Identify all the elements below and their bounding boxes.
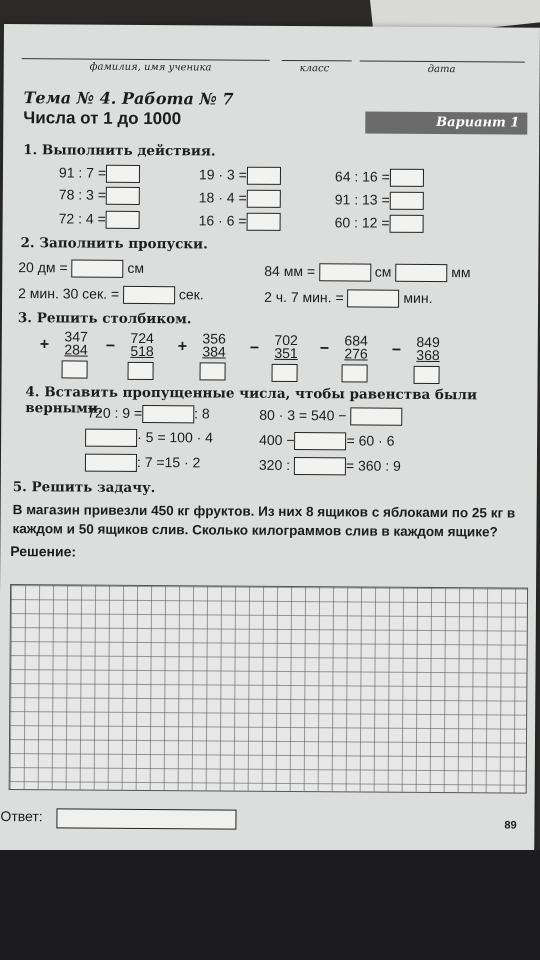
answer-box[interactable] — [246, 213, 280, 231]
second-operand: 276 — [344, 345, 368, 362]
operator-sign: + — [177, 338, 188, 356]
task2-item: 84 мм = см мм — [264, 263, 470, 283]
column-problem — [392, 335, 440, 361]
operator-sign: − — [105, 337, 116, 355]
operator-sign: − — [391, 341, 402, 359]
task1-item: 60 : 12 = — [335, 214, 424, 233]
column-problem — [106, 331, 154, 357]
column-problem — [250, 333, 298, 359]
variant-badge: Вариант 1 — [365, 112, 527, 135]
second-operand: 284 — [64, 341, 88, 358]
task1-heading: 1. Выполнить действия. — [23, 142, 216, 160]
task5-heading: 5. Решить задачу. — [12, 479, 156, 497]
first-operand: 347 — [64, 328, 88, 345]
student-name-label: фамилия, имя ученика — [89, 61, 212, 74]
problem-line: В магазин привезли 450 кг фруктов. Из них 8 ящиков с яблоками по 25 кг в — [12, 502, 516, 521]
solution-label: Решение: — [10, 543, 77, 560]
task4-item: 400 − = 60 · 6 — [259, 431, 395, 449]
answer-box[interactable] — [62, 360, 88, 378]
page-subtitle: Числа от 1 до 1000 — [23, 108, 182, 129]
answer-box[interactable] — [294, 457, 346, 475]
task1-item: 19 · 3 = — [199, 166, 281, 185]
desk-surface — [0, 850, 540, 960]
answer-box[interactable] — [350, 408, 402, 426]
date-label: дата — [427, 63, 456, 76]
answer-box[interactable] — [389, 215, 423, 233]
column-problem — [178, 332, 226, 358]
answer-box[interactable] — [247, 167, 281, 185]
task1-item: 16 · 6 = — [199, 212, 281, 231]
operator-sign: − — [249, 339, 260, 357]
task4-item: 720 : 9 = : 8 — [87, 405, 210, 424]
answer-box[interactable] — [106, 187, 140, 205]
task4-item: : 7 =15 · 2 — [85, 454, 201, 473]
answer-box[interactable] — [106, 211, 140, 229]
solution-grid[interactable] — [9, 584, 528, 794]
operator-sign: − — [319, 340, 330, 358]
second-operand: 368 — [416, 346, 440, 363]
task2-item: 2 ч. 7 мин. = мин. — [264, 289, 433, 308]
second-operand: 518 — [130, 342, 154, 359]
first-operand: 724 — [130, 329, 154, 346]
answer-box[interactable] — [414, 365, 440, 383]
column-problem — [320, 334, 368, 360]
second-operand: 384 — [202, 343, 226, 360]
task1-item: 72 : 4 = — [59, 210, 140, 229]
task4-item: 80 · 3 = 540 − — [259, 407, 402, 426]
task1-item: 64 : 16 = — [335, 168, 424, 187]
answer-box[interactable] — [142, 405, 194, 423]
first-operand: 684 — [344, 332, 368, 349]
answer-box[interactable] — [71, 260, 123, 278]
task1-item: 18 · 4 = — [199, 189, 281, 208]
name-line — [22, 58, 270, 61]
class-label: класс — [299, 63, 330, 75]
task2-item: 2 мин. 30 сек. = сек. — [18, 285, 204, 305]
task4-heading: 4. Вставить пропущенные числа, чтобы равенства были верными. — [25, 384, 478, 417]
class-line — [282, 60, 352, 61]
task2-item: 20 дм = см — [18, 259, 144, 278]
answer-box[interactable] — [85, 429, 137, 447]
task1-item: 91 : 13 = — [335, 191, 424, 210]
answer-box[interactable] — [200, 362, 226, 380]
task2-heading: 2. Заполнить пропуски. — [20, 235, 208, 253]
answer-box[interactable] — [347, 290, 399, 308]
answer-box[interactable] — [390, 192, 424, 210]
answer-label: Ответ: — [0, 807, 43, 825]
answer-box[interactable] — [390, 169, 424, 187]
operator-sign: + — [39, 336, 50, 354]
answer-box[interactable] — [294, 432, 346, 450]
answer-box[interactable] — [395, 264, 447, 282]
answer-box[interactable] — [128, 361, 154, 379]
first-operand: 356 — [202, 330, 226, 347]
first-operand: 849 — [416, 333, 440, 350]
answer-box[interactable] — [319, 264, 371, 282]
second-operand: 351 — [274, 344, 298, 361]
task4-item: 320 : = 360 : 9 — [258, 456, 401, 474]
task1-item: 91 : 7 = — [59, 164, 140, 183]
task1-item: 78 : 3 = — [59, 186, 140, 205]
date-line — [360, 60, 525, 62]
first-operand: 702 — [274, 331, 298, 348]
task3-heading: 3. Решить столбиком. — [17, 310, 192, 328]
answer-field[interactable] — [56, 808, 236, 829]
worksheet-page — [0, 24, 540, 854]
task4-item: · 5 = 100 · 4 — [85, 429, 213, 448]
answer-box[interactable] — [123, 286, 175, 304]
answer-box[interactable] — [272, 363, 298, 381]
problem-line: каждом и 50 ящиков слив. Сколько килограммов слив в каждом ящике? — [12, 521, 498, 540]
page-number: 89 — [504, 819, 517, 832]
answer-box[interactable] — [342, 364, 368, 382]
column-problem — [40, 330, 88, 356]
topic-title: Тема № 4. Работа № 7 — [23, 88, 234, 109]
answer-box[interactable] — [106, 165, 140, 183]
answer-box[interactable] — [85, 454, 137, 472]
answer-box[interactable] — [247, 190, 281, 208]
